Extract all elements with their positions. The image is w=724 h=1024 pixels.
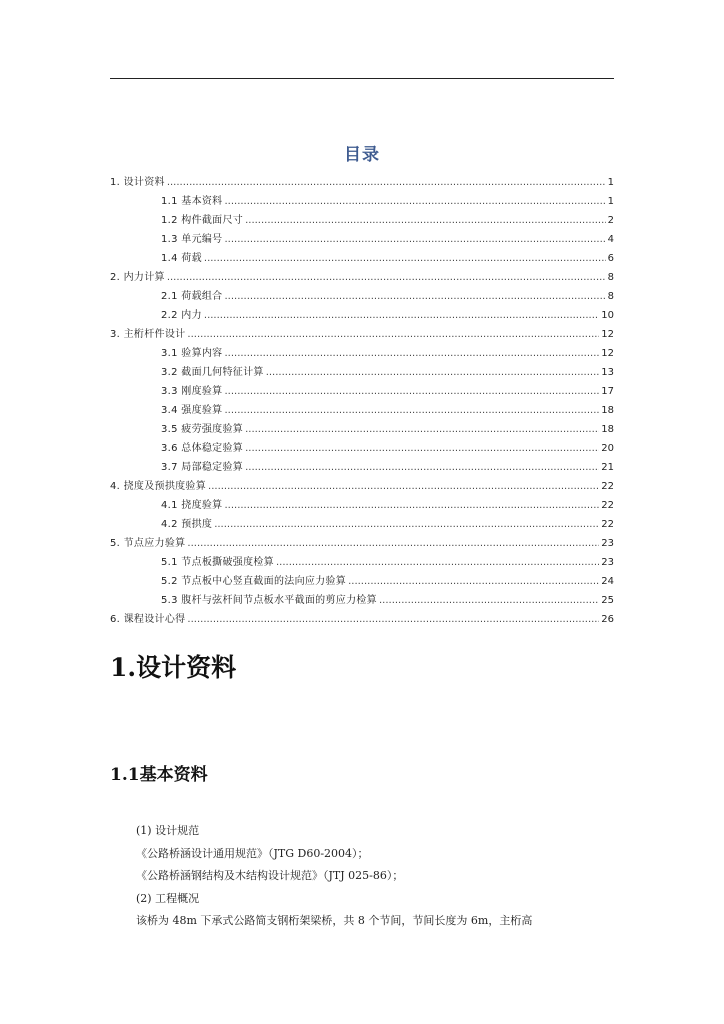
toc-leader-dots xyxy=(224,230,605,249)
toc-entry[interactable] xyxy=(110,610,614,629)
toc-entry-page: 17 xyxy=(601,386,614,397)
toc-entry-page: 22 xyxy=(601,500,614,511)
toc-entry[interactable] xyxy=(110,477,614,496)
toc-leader-dots xyxy=(224,382,599,401)
toc-entry-label: 3.3 刚度验算 xyxy=(161,386,223,397)
toc-leader-dots xyxy=(224,496,599,515)
toc-entry-page: 20 xyxy=(601,443,614,454)
toc-entry-page: 1 xyxy=(607,196,614,207)
toc-entry-label: 1.3 单元编号 xyxy=(161,234,223,245)
toc-entry-page: 23 xyxy=(601,557,614,568)
toc-leader-dots xyxy=(245,420,599,439)
toc-entry-label: 5.3 腹杆与弦杆间节点板水平截面的剪应力检算 xyxy=(161,595,377,606)
toc-entry-label: 3. 主桁杆件设计 xyxy=(110,329,186,340)
toc-entry-label: 1.4 荷载 xyxy=(161,253,202,264)
toc-leader-dots xyxy=(187,534,599,553)
toc-entry[interactable] xyxy=(110,173,614,192)
toc-entry[interactable] xyxy=(110,458,614,477)
body-line: (2) 工程概况 xyxy=(136,891,200,905)
toc-entry-page: 26 xyxy=(601,614,614,625)
toc-entry[interactable] xyxy=(110,553,614,572)
toc-entry[interactable] xyxy=(110,515,614,534)
toc-entry-label: 1.1 基本资料 xyxy=(161,196,223,207)
toc-entry[interactable] xyxy=(110,401,614,420)
toc-entry-page: 21 xyxy=(601,462,614,473)
toc-entry-page: 18 xyxy=(601,424,614,435)
toc-entry[interactable] xyxy=(110,287,614,306)
toc-leader-dots xyxy=(245,439,599,458)
header-rule xyxy=(110,78,614,79)
toc-entry-page: 22 xyxy=(601,481,614,492)
toc-leader-dots xyxy=(224,344,599,363)
toc-entry[interactable] xyxy=(110,496,614,515)
body-line: (1) 设计规范 xyxy=(136,824,200,837)
toc-leader-dots xyxy=(204,249,606,268)
toc-entry-page: 6 xyxy=(607,253,614,264)
toc-entry-label: 5.2 节点板中心竖直截面的法向应力验算 xyxy=(161,576,347,587)
toc-leader-dots xyxy=(187,325,599,344)
toc-leader-dots xyxy=(224,401,599,420)
toc-entry[interactable] xyxy=(110,211,614,230)
toc-entry-page: 18 xyxy=(601,405,614,416)
toc-leader-dots xyxy=(167,173,606,192)
toc-entry-page: 25 xyxy=(601,595,614,606)
toc-entry[interactable] xyxy=(110,363,614,382)
toc-leader-dots xyxy=(348,572,599,591)
toc-entry-label: 3.4 强度验算 xyxy=(161,405,223,416)
toc-entry-page: 13 xyxy=(601,367,614,378)
toc-entry-page: 1 xyxy=(607,177,614,188)
toc-entry-label: 2.2 内力 xyxy=(161,310,202,321)
toc-entry-label: 2.1 荷载组合 xyxy=(161,291,223,302)
toc-leader-dots xyxy=(204,306,599,325)
toc-entry-page: 24 xyxy=(601,576,614,587)
body-text xyxy=(136,820,616,933)
toc-entry-label: 3.1 验算内容 xyxy=(161,348,223,359)
toc-entry-label: 5. 节点应力验算 xyxy=(110,538,186,549)
toc-entry-label: 4. 挠度及预拱度验算 xyxy=(110,481,207,492)
toc-entry-label: 2. 内力计算 xyxy=(110,272,165,283)
toc-entry-label: 3.2 截面几何特征计算 xyxy=(161,367,264,378)
body-line: 该桥为 48m 下承式公路简支钢桁架梁桥，共 8 个节间，节间长度为 6m，主桁高 xyxy=(136,914,533,927)
toc-leader-dots xyxy=(214,515,599,534)
toc-entry[interactable] xyxy=(110,439,614,458)
toc-entry[interactable] xyxy=(110,268,614,287)
toc-entry[interactable] xyxy=(110,591,614,610)
toc-entry-page: 12 xyxy=(601,348,614,359)
toc-entry-label: 4.1 挠度验算 xyxy=(161,500,223,511)
table-of-contents xyxy=(110,173,614,629)
section-heading: 1.设计资料 xyxy=(110,653,237,682)
body-line: 《公路桥涵设计通用规范》（JTG D60-2004）； xyxy=(136,846,369,860)
toc-entry[interactable] xyxy=(110,572,614,591)
toc-leader-dots xyxy=(245,211,606,230)
toc-entry-label: 4.2 预拱度 xyxy=(161,519,213,530)
subsection-heading: 1.1基本资料 xyxy=(110,765,208,785)
toc-entry-page: 22 xyxy=(601,519,614,530)
toc-entry-label: 1.2 构件截面尺寸 xyxy=(161,215,244,226)
toc-leader-dots xyxy=(208,477,599,496)
toc-entry-label: 3.5 疲劳强度验算 xyxy=(161,424,244,435)
toc-entry[interactable] xyxy=(110,306,614,325)
toc-entry-label: 6. 课程设计心得 xyxy=(110,614,186,625)
toc-leader-dots xyxy=(379,591,599,610)
toc-entry-page: 8 xyxy=(607,272,614,283)
toc-entry-page: 12 xyxy=(601,329,614,340)
toc-entry-label: 5.1 节点板撕破强度检算 xyxy=(161,557,274,568)
toc-entry-label: 3.7 局部稳定验算 xyxy=(161,462,244,473)
toc-entry-page: 2 xyxy=(607,215,614,226)
toc-leader-dots xyxy=(224,287,605,306)
toc-entry-label: 1. 设计资料 xyxy=(110,177,165,188)
body-line: 《公路桥涵钢结构及木结构设计规范》（JTJ 025-86）； xyxy=(136,869,404,882)
toc-entry[interactable] xyxy=(110,382,614,401)
toc-entry[interactable] xyxy=(110,344,614,363)
toc-entry[interactable] xyxy=(110,192,614,211)
toc-title: 目录 xyxy=(344,145,380,165)
toc-entry-page: 10 xyxy=(601,310,614,321)
toc-entry[interactable] xyxy=(110,420,614,439)
toc-leader-dots xyxy=(187,610,599,629)
toc-entry[interactable] xyxy=(110,325,614,344)
toc-leader-dots xyxy=(224,192,605,211)
toc-entry-page: 4 xyxy=(607,234,614,245)
toc-entry-page: 8 xyxy=(607,291,614,302)
toc-entry[interactable] xyxy=(110,249,614,268)
toc-entry[interactable] xyxy=(110,230,614,249)
toc-leader-dots xyxy=(266,363,600,382)
toc-leader-dots xyxy=(276,553,599,572)
toc-entry-label: 3.6 总体稳定验算 xyxy=(161,443,244,454)
toc-leader-dots xyxy=(245,458,599,477)
toc-entry[interactable] xyxy=(110,534,614,553)
toc-leader-dots xyxy=(167,268,606,287)
toc-entry-page: 23 xyxy=(601,538,614,549)
